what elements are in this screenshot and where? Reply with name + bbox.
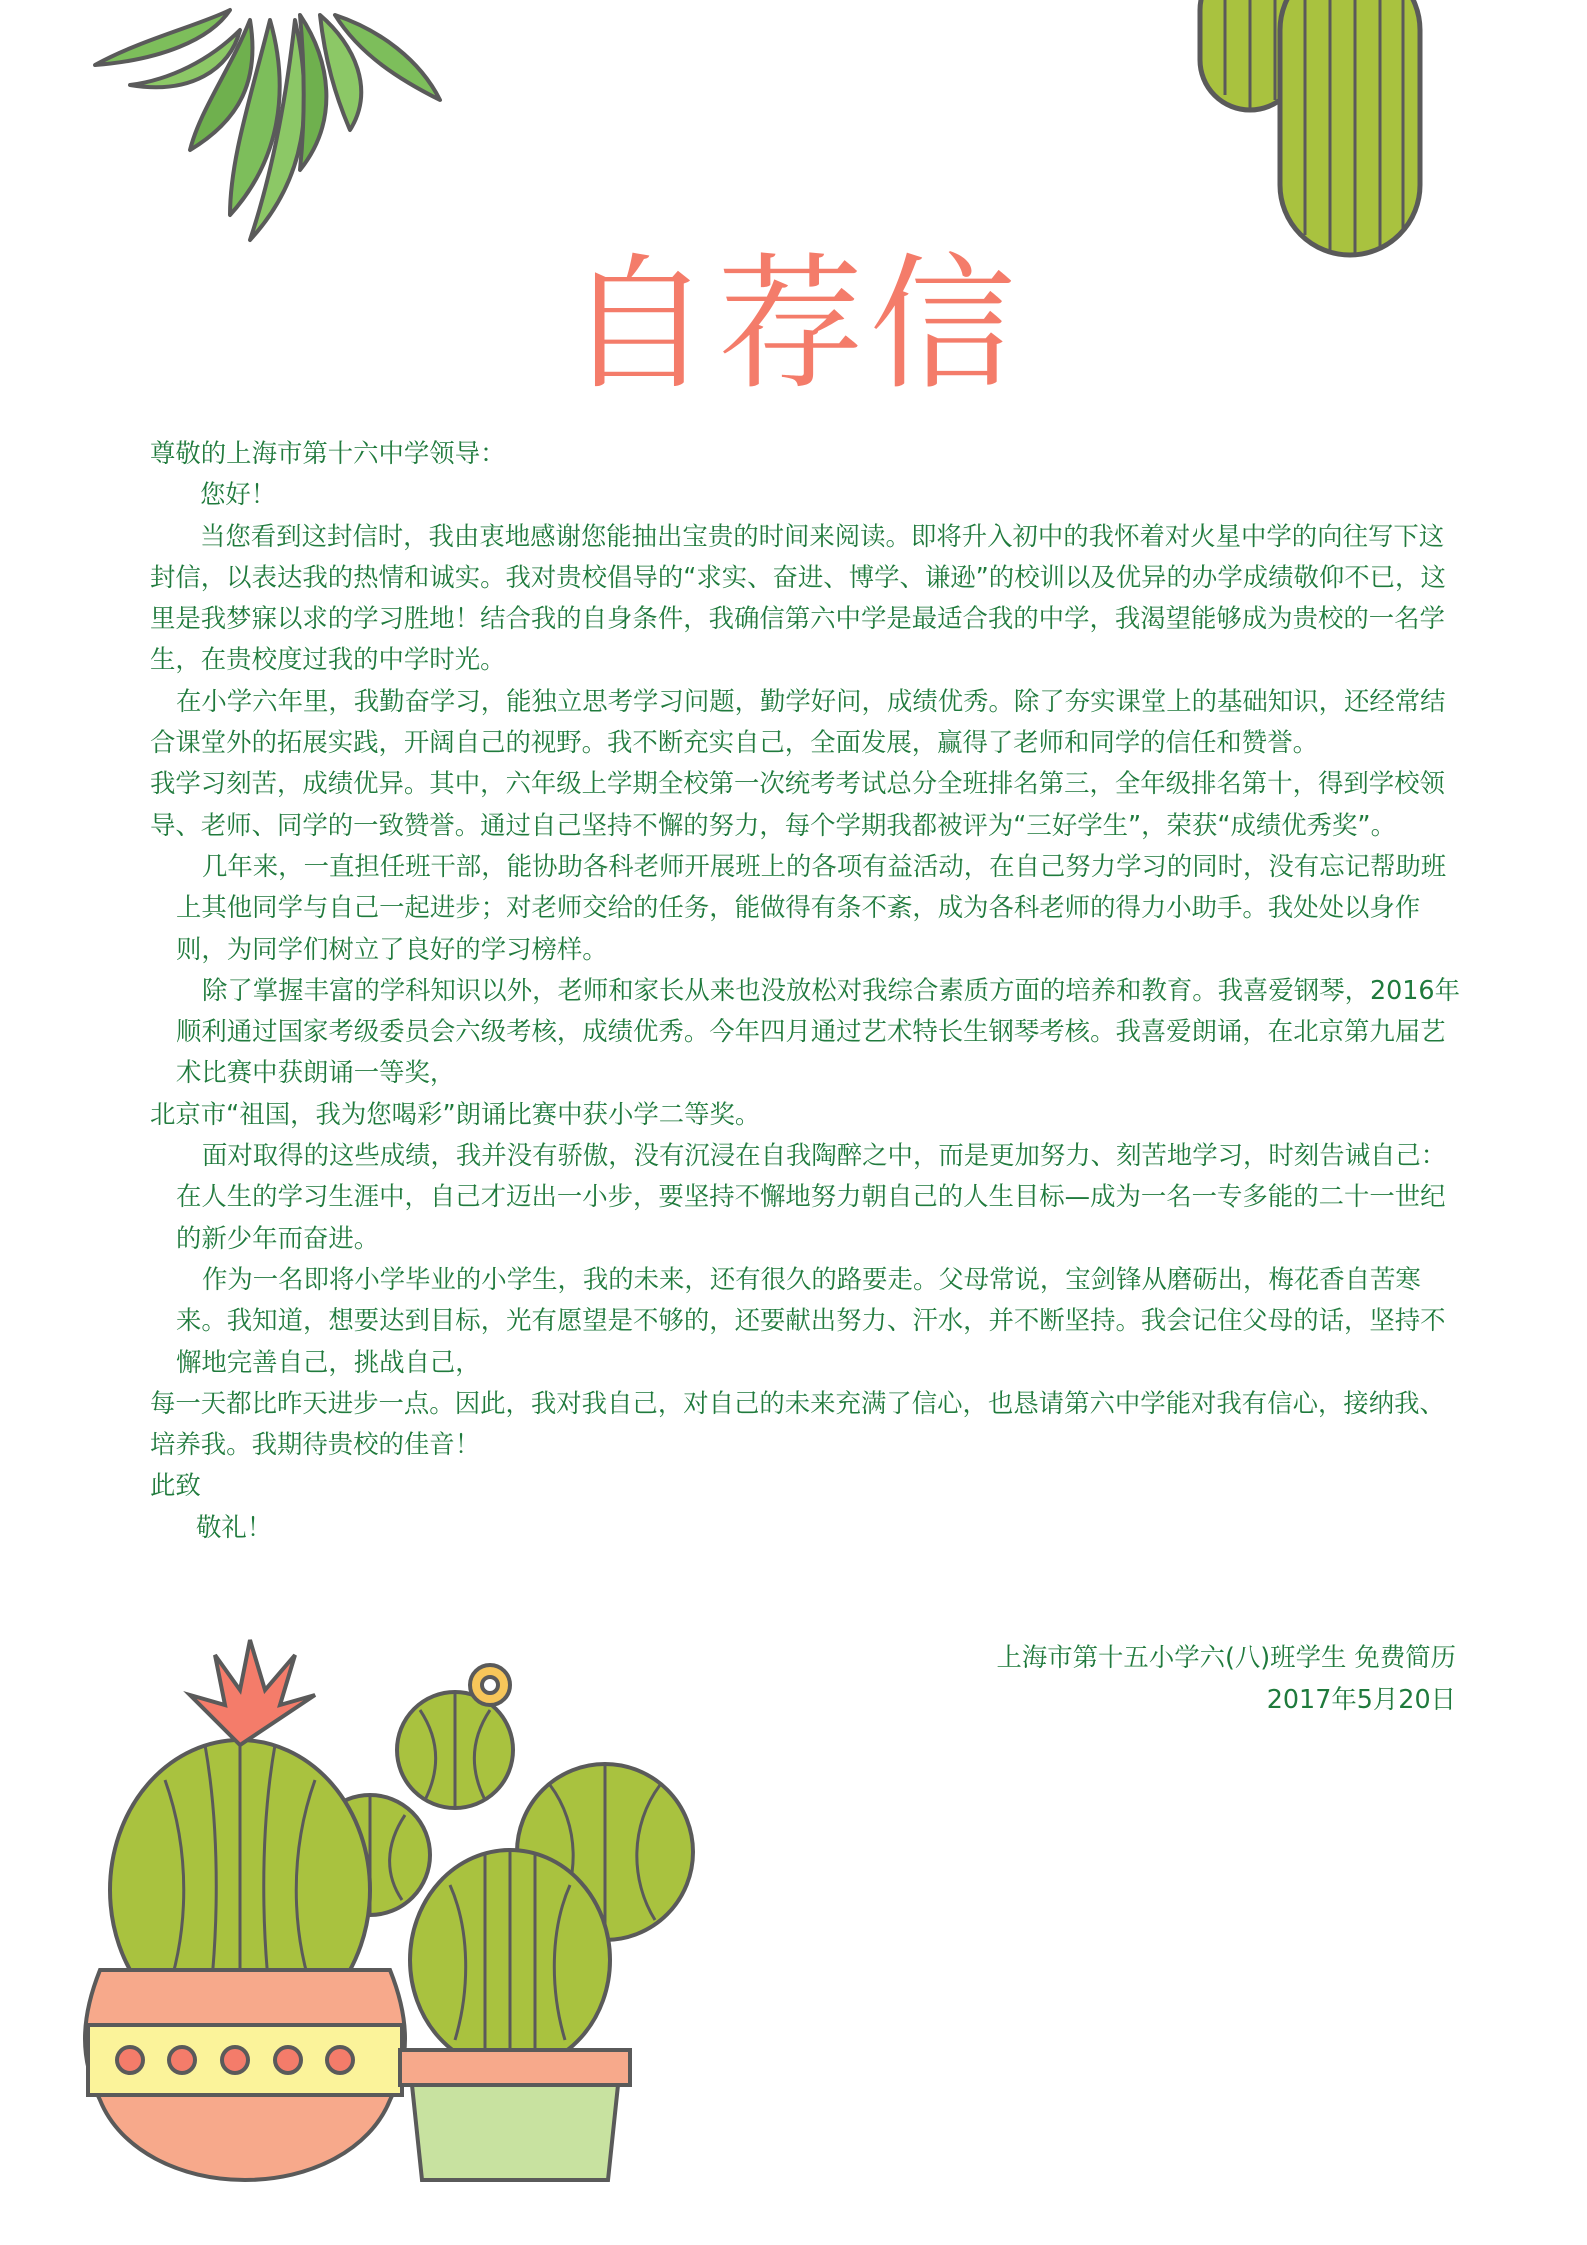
letter-paragraph-8: 作为一名即将小学毕业的小学生，我的未来，还有很久的路要走。父母常说，宝剑锋从磨砺出，梅花香自苦寒来。我知道，想要达到目标，光有愿望是不够的，还要献出努力、汗水，并不断坚持。我会记住父母的话，坚持不懈地完善自己，挑战自己， xyxy=(176,1263,1446,1377)
cactus-top-illustration xyxy=(1185,0,1455,270)
letter-body xyxy=(150,433,1460,1548)
letter-paragraph-7: 面对取得的这些成绩，我并没有骄傲，没有沉浸在自我陶醉之中，而是更加努力、刻苦地学习，时刻告诫自己：在人生的学习生涯中，自己才迈出一小步，要坚持不懈地努力朝自己的人生目标—成为一名一专多能的二十一世纪的新少年而奋进。 xyxy=(176,1140,1447,1253)
letter-paragraph-9: 每一天都比昨天进步一点。因此，我对我自己，对自己的未来充满了信心，也恳请第六中学能对我有信心，接纳我、培养我。我期待贵校的佳音！ xyxy=(150,1387,1445,1460)
letter-greeting: 尊敬的上海市第十六中学领导： xyxy=(150,438,506,468)
signature-block xyxy=(700,1636,1456,1720)
letter-paragraph-4: 几年来，一直担任班干部，能协助各科老师开展班上的各项有益活动，在自己努力学习的同时，没有忘记帮助班上其他同学与自己一起进步；对老师交给的任务，能做得有条不紊，成为各科老师的得力小助手。我处处以身作则，为同学们树立了良好的学习榜样。 xyxy=(176,850,1447,964)
letter-paragraph-3: 我学习刻苦，成绩优异。其中，六年级上学期全校第一次统考考试总分全班排名第三，全年级排名第十，得到学校领导、老师、同学的一致赞誉。通过自己坚持不懈的努力，每个学期我都被评为“三好学生”，荣获“成绩优秀奖”。 xyxy=(150,768,1445,840)
letter-hello: 您好！ xyxy=(200,479,277,510)
signature-date: 2017年5月20日 xyxy=(1266,1684,1456,1714)
letter-closing: 此致 xyxy=(150,1470,201,1501)
hanging-leaves-illustration xyxy=(80,0,460,260)
potted-cacti-illustration xyxy=(70,1630,710,2190)
letter-paragraph-6: 北京市“祖国，我为您喝彩”朗诵比赛中获小学二等奖。 xyxy=(150,1098,761,1129)
page-title: 自荐信 xyxy=(565,240,1022,410)
letter-salute: 敬礼！ xyxy=(196,1511,273,1542)
signature-name: 上海市第十五小学六(八)班学生 免费简历 xyxy=(996,1642,1456,1672)
letter-paragraph-5: 除了掌握丰富的学科知识以外，老师和家长从来也没放松对我综合素质方面的培养和教育。我喜爱钢琴，2016年顺利通过国家考级委员会六级考核，成绩优秀。今年四月通过艺术特长生钢琴考核。我喜爱朗诵，在北京第九届艺术比赛中获朗诵一等奖， xyxy=(176,974,1460,1088)
letter-paragraph-1: 当您看到这封信时，我由衷地感谢您能抽出宝贵的时间来阅读。即将升入初中的我怀着对火星中学的向往写下这封信，以表达我的热情和诚实。我对贵校倡导的“求实、奋进、博学、谦逊”的校训以及优异的办学成绩敬仰不已，这里是我梦寐以求的学习胜地！结合我的自身条件，我确信第六中学是最适合我的中学，我渴望能够成为贵校的一名学生，在贵校度过我的中学时光。 xyxy=(150,520,1446,675)
letter-paragraph-2: 在小学六年里，我勤奋学习，能独立思考学习问题，勤学好问，成绩优秀。除了夯实课堂上的基础知识，还经常结合课堂外的拓展实践，开阔自己的视野。我不断充实自己，全面发展，赢得了老师和同学的信任和赞誉。 xyxy=(150,685,1446,758)
